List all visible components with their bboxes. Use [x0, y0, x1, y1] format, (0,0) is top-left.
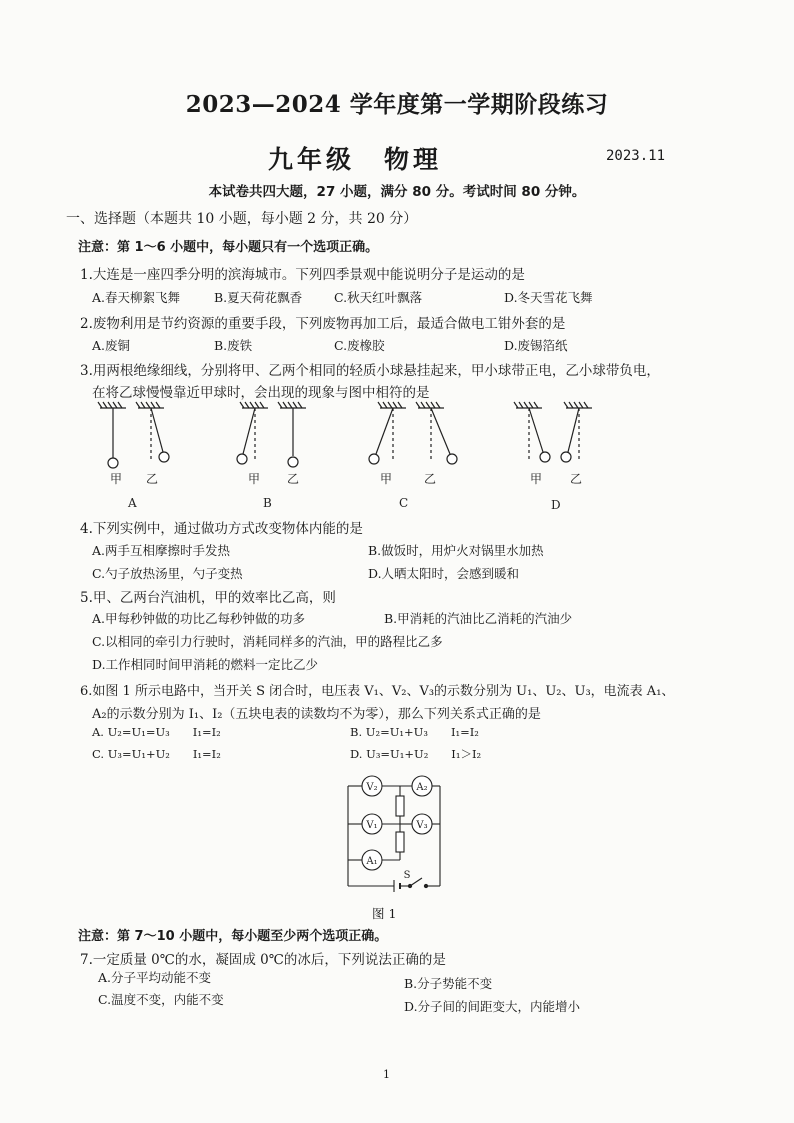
q1-option-c: C.秋天红叶飘落	[334, 290, 423, 305]
note-single-choice: 注意：第 1～6 小题中，每小题只有一个选项正确。	[78, 240, 379, 255]
q7-option-d: D.分子间的间距变大，内能增小	[404, 999, 581, 1014]
section-heading: 一、选择题（本题共 10 小题，每小题 2 分，共 20 分）	[66, 211, 418, 227]
meter-v2: V₂	[366, 782, 378, 793]
figure-c-label: C	[399, 496, 409, 510]
figure-c-ball-jia-label: 甲	[380, 472, 393, 486]
q6-stem-line2: A₂的示数分别为 I₁、I₂（五块电表的读数均不为零），那么下列关系式正确的是	[92, 707, 541, 722]
q7-option-a: A.分子平均动能不变	[98, 970, 212, 985]
q4-stem: 4.下列实例中，通过做功方式改变物体内能的是	[80, 521, 363, 537]
figure-b-label: B	[263, 496, 272, 510]
q6-option-c: C. U₃=U₁+U₂ I₁=I₂	[92, 747, 221, 761]
q6-stem-line1: 6.如图 1 所示电路中，当开关 S 闭合时，电压表 V₁、V₂、V₃的示数分别为 U₁、U₂、U₃，电流表 A₁、	[80, 684, 675, 699]
figure-1-caption: 图 1	[372, 906, 397, 921]
q5-option-c: C.以相同的牵引力行驶时，消耗同样多的汽油，甲的路程比乙多	[92, 634, 443, 649]
figure-a	[98, 402, 169, 468]
q5-option-d: D.工作相同时间甲消耗的燃料一定比乙少	[92, 657, 319, 672]
exam-date: 2023.11	[606, 148, 666, 164]
figure-c	[369, 402, 457, 464]
exam-subtitle: 九年级 物理	[268, 145, 443, 174]
switch-label: S	[403, 870, 411, 881]
q6-option-b: B. U₂=U₁+U₃ I₁=I₂	[350, 725, 479, 739]
note-multiple-choice: 注意：第 7～10 小题中，每小题至少两个选项正确。	[78, 929, 388, 944]
figure-a-ball-jia-label: 甲	[110, 472, 123, 486]
figure-a-label: A	[128, 496, 137, 510]
q5-option-a: A.甲每秒钟做的功比乙每秒钟做的功多	[92, 611, 306, 626]
figure-c-ball-yi-label: 乙	[424, 472, 437, 486]
page-number: 1	[383, 1068, 390, 1081]
meter-a1: A₁	[366, 856, 378, 867]
q7-option-b: B.分子势能不变	[404, 976, 493, 991]
q4-option-c: C.勺子放热汤里，勺子变热	[92, 566, 243, 581]
q7-option-c: C.温度不变，内能不变	[98, 992, 224, 1007]
q1-option-a: A.春天柳絮飞舞	[92, 290, 181, 305]
q1-option-b: B.夏天荷花飘香	[214, 290, 303, 305]
q6-option-d: D. U₃=U₁+U₂ I₁＞I₂	[350, 747, 482, 761]
q1-option-d: D.冬天雪花飞舞	[504, 290, 593, 305]
q2-option-a: A.废铜	[92, 338, 131, 353]
q7-stem: 7.一定质量 0℃的水，凝固成 0℃的冰后，下列说法正确的是	[80, 952, 446, 968]
meter-v3: V₃	[416, 820, 428, 831]
q4-option-b: B.做饭时，用炉火对锅里水加热	[368, 543, 544, 558]
exam-intro: 本试卷共四大题，27 小题，满分 80 分。考试时间 80 分钟。	[208, 184, 586, 200]
q4-option-a: A.两手互相摩擦时手发热	[92, 543, 231, 558]
meter-a2: A₂	[416, 782, 428, 793]
figure-b-ball-yi-label: 乙	[287, 472, 300, 486]
figure-b	[237, 402, 306, 467]
q6-option-a: A. U₂=U₁=U₃ I₁=I₂	[92, 725, 221, 739]
q3-stem-line2: 在将乙球慢慢靠近甲球时，会出现的现象与图中相符的是	[92, 385, 430, 401]
q5-stem: 5.甲、乙两台汽油机，甲的效率比乙高，则	[80, 590, 336, 606]
figure-d-ball-jia-label: 甲	[530, 472, 543, 486]
figure-d	[514, 402, 592, 462]
q2-option-d: D.废锡箔纸	[504, 338, 568, 353]
q1-stem: 1.大连是一座四季分明的滨海城市。下列四季景观中能说明分子是运动的是	[80, 267, 525, 283]
q2-option-b: B.废铁	[214, 338, 253, 353]
q2-stem: 2.废物利用是节约资源的重要手段，下列废物再加工后，最适合做电工钳外套的是	[80, 316, 566, 332]
q6-circuit-diagram	[340, 770, 450, 890]
figure-b-ball-jia-label: 甲	[248, 472, 261, 486]
q2-option-c: C.废橡胶	[334, 338, 385, 353]
meter-v1: V₁	[366, 820, 378, 831]
figure-d-ball-yi-label: 乙	[570, 472, 583, 486]
exam-title: 2023—2024 学年度第一学期阶段练习	[185, 91, 609, 118]
figure-a-ball-yi-label: 乙	[146, 472, 159, 486]
q3-pendulum-figures	[0, 400, 794, 520]
q5-option-b: B.甲消耗的汽油比乙消耗的汽油少	[384, 611, 573, 626]
q3-stem-line1: 3.用两根绝缘细线，分别将甲、乙两个相同的轻质小球悬挂起来，甲小球带正电，乙小球带负电，	[80, 363, 660, 379]
q4-option-d: D.人晒太阳时，会感到暖和	[368, 566, 520, 581]
figure-d-label: D	[551, 498, 561, 512]
